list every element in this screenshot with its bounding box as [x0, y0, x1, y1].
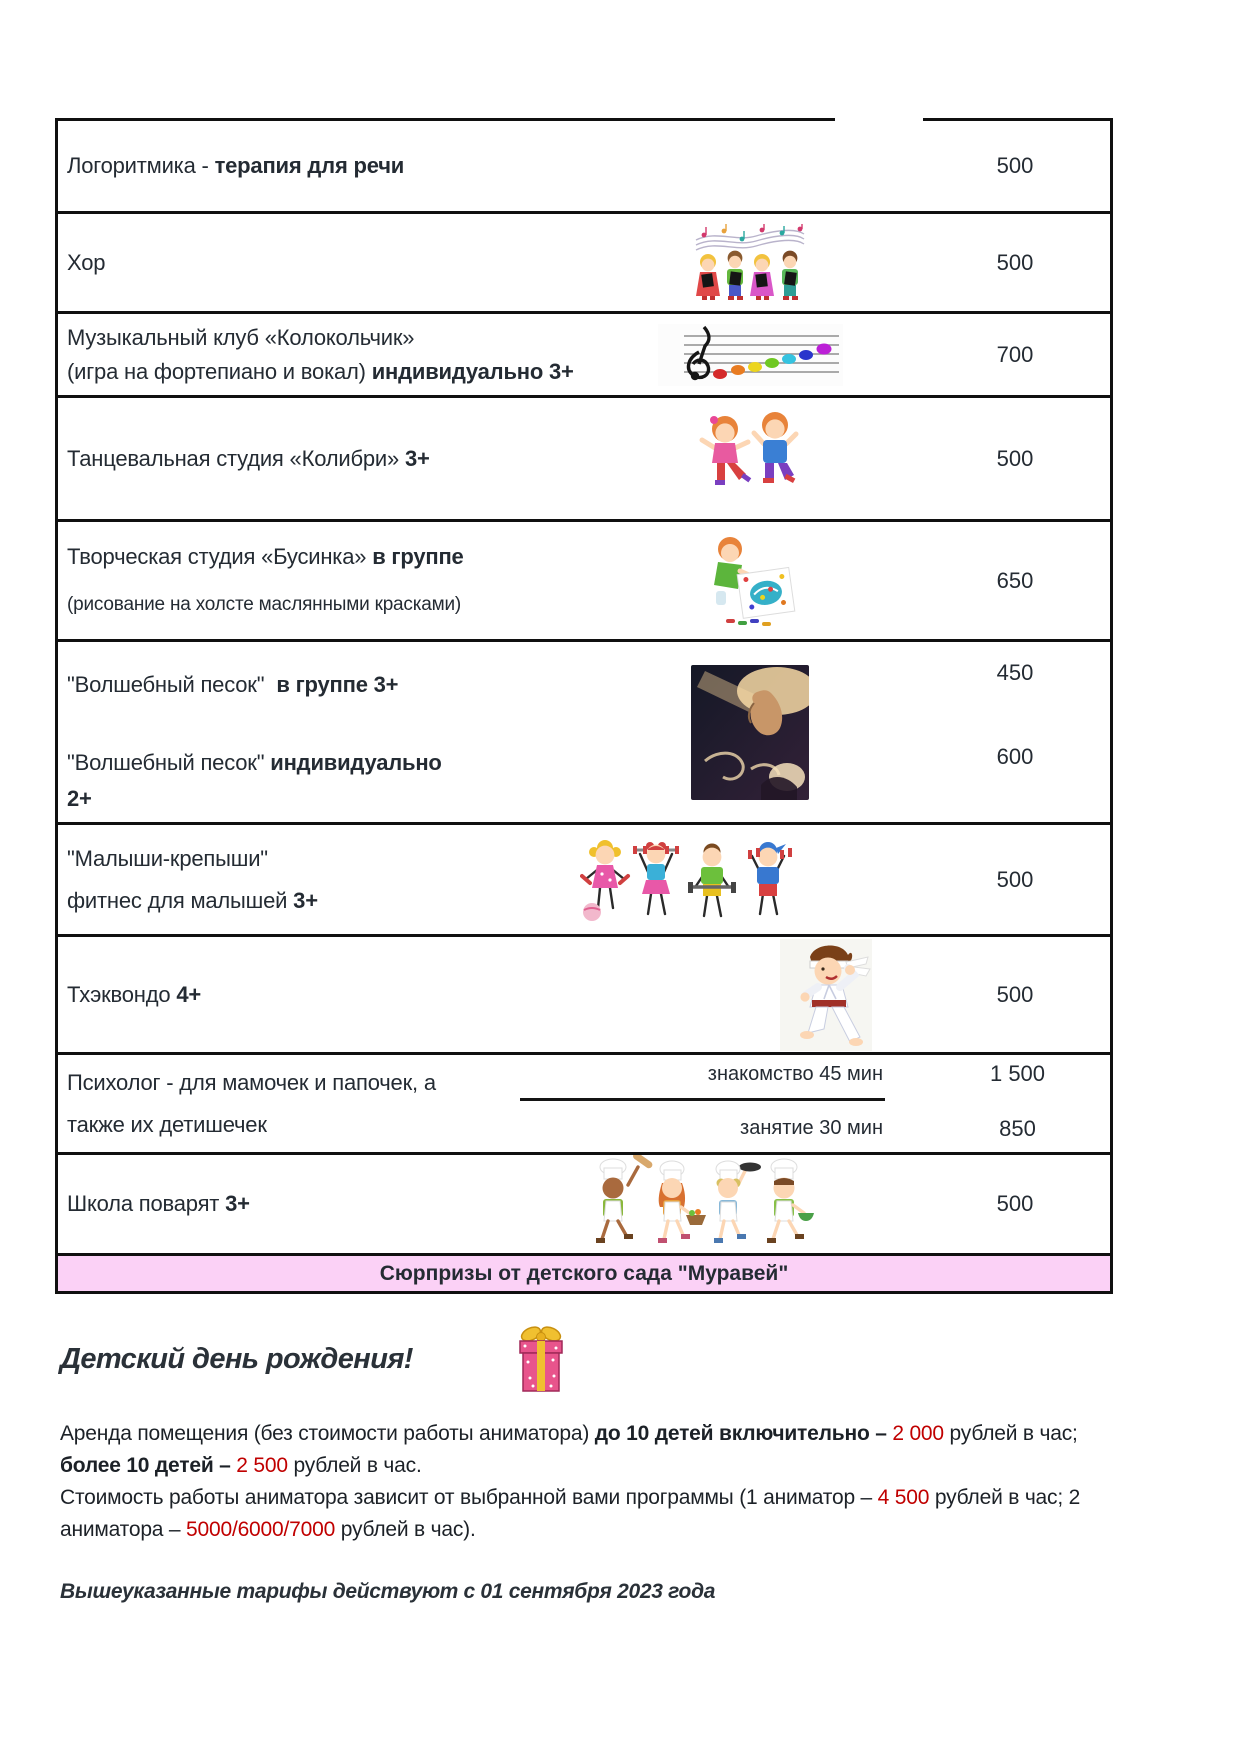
option-intro-label: знакомство 45 мин — [520, 1061, 885, 1101]
image-cell — [580, 411, 920, 507]
image-cell — [580, 939, 920, 1051]
service-name-line1: Психолог - для мамочек и папочек, а — [67, 1069, 436, 1095]
service-name-line1: Творческая студия «Бусинка» в группе — [67, 543, 464, 569]
singing-children-image — [690, 224, 810, 302]
karate-boy-image — [780, 939, 872, 1051]
treble-clef-notes-image — [658, 324, 843, 386]
price-solo: 600 — [996, 744, 1034, 769]
service-title: Школа поварят 3+ — [67, 1191, 250, 1216]
service-name-line2: также их детишечек — [67, 1111, 267, 1137]
service-title — [58, 143, 580, 189]
sand-solo-age: 2+ — [67, 786, 92, 811]
service-name-bold: терапия для речи — [214, 153, 405, 178]
dancing-kids-image — [693, 411, 808, 507]
service-name-line2: фитнес для малышей 3+ — [67, 887, 318, 913]
service-price: 500 — [996, 981, 1034, 1007]
service-name: Логоритмика - — [67, 153, 215, 178]
image-cell — [580, 324, 920, 386]
tariff-validity-note: Вышеуказанные тарифы действуют с 01 сентября 2023 года — [60, 1580, 716, 1603]
table-row-logoritmika — [58, 121, 1110, 211]
rental-paragraph-2: Стоимость работы аниматора зависит от выбранной вами программы (1 аниматор – 4 500 рублей в час; 2 аниматора – 5000/6000/7000 рублей в час). — [60, 1486, 1081, 1541]
service-price: 700 — [996, 341, 1034, 367]
service-price: 500 — [996, 249, 1034, 275]
service-title — [58, 240, 580, 286]
service-title — [58, 642, 580, 822]
service-name-line2: (рисование на холсте маслянными красками) — [67, 593, 462, 615]
table-row-art-studio — [58, 519, 1110, 639]
service-title: Танцевальная студия «Колибри» 3+ — [67, 445, 430, 471]
option-session-label: занятие 30 мин — [740, 1117, 883, 1139]
birthday-heading: Детский день рождения! — [60, 1343, 413, 1375]
table-row-music-club — [58, 311, 1110, 395]
table-row-fitness — [58, 822, 1110, 934]
banner-surprises: Сюрпризы от детского сада "Муравей" — [58, 1253, 1110, 1291]
image-cell — [580, 224, 920, 302]
price-table — [55, 118, 1113, 1294]
table-row-taekwondo — [58, 934, 1110, 1052]
service-name-line1: "Малыши-крепыши" — [67, 845, 268, 871]
service-price: 500 — [996, 866, 1034, 892]
service-title — [58, 836, 580, 924]
table-row-choir — [58, 211, 1110, 311]
image-cell — [580, 535, 920, 627]
chef-kids-image — [580, 1155, 818, 1253]
table-row-cooking-school — [58, 1152, 1110, 1253]
service-name-line1: Музыкальный клуб «Колокольчик» — [67, 324, 415, 350]
table-row-dance-studio — [58, 395, 1110, 519]
price-intro: 1 500 — [989, 1061, 1046, 1086]
service-price-group — [925, 1055, 1110, 1152]
kid-painting-image — [700, 535, 800, 627]
image-cell — [580, 836, 920, 924]
price-2500: 2 500 — [236, 1454, 288, 1477]
sand-solo-line: "Волшебный песок" индивидуально — [67, 750, 442, 775]
birthday-section — [60, 1322, 574, 1396]
image-cell — [580, 1155, 920, 1253]
price-animators: 5000/6000/7000 — [186, 1518, 336, 1541]
table-row-magic-sand — [58, 639, 1110, 822]
price-session: 850 — [999, 1116, 1036, 1141]
image-cell — [580, 665, 920, 800]
service-price: 500 — [996, 1191, 1034, 1216]
service-price: 500 — [996, 445, 1034, 471]
rental-paragraph-1: Аренда помещения (без стоимости работы аниматора) до 10 детей включительно – 2 000 рублей в час; более 10 детей – 2 500 рублей в час. — [60, 1422, 1078, 1477]
service-title: Тхэквондо 4+ — [67, 981, 202, 1007]
rental-notes — [60, 1418, 1132, 1546]
fitness-kids-image — [580, 836, 802, 924]
table-row-psychologist — [58, 1052, 1110, 1152]
price-group: 450 — [996, 660, 1034, 685]
sand-group-line: "Волшебный песок" в группе 3+ — [67, 672, 399, 697]
service-name-line2: (игра на фортепиано и вокал) индивидуально 3+ — [67, 358, 574, 384]
service-price-group — [920, 642, 1110, 822]
service-name: Хор — [67, 249, 106, 275]
gift-box-icon — [508, 1322, 574, 1396]
top-border-gap — [835, 117, 923, 121]
service-price: 500 — [996, 153, 1034, 178]
psychologist-options — [520, 1055, 885, 1152]
service-title — [58, 534, 580, 628]
service-title — [58, 1060, 520, 1148]
sand-drawing-photo — [691, 665, 809, 800]
price-2000: 2 000 — [892, 1422, 944, 1445]
service-title — [58, 315, 580, 395]
price-4500: 4 500 — [877, 1486, 930, 1509]
service-price: 650 — [996, 567, 1034, 593]
